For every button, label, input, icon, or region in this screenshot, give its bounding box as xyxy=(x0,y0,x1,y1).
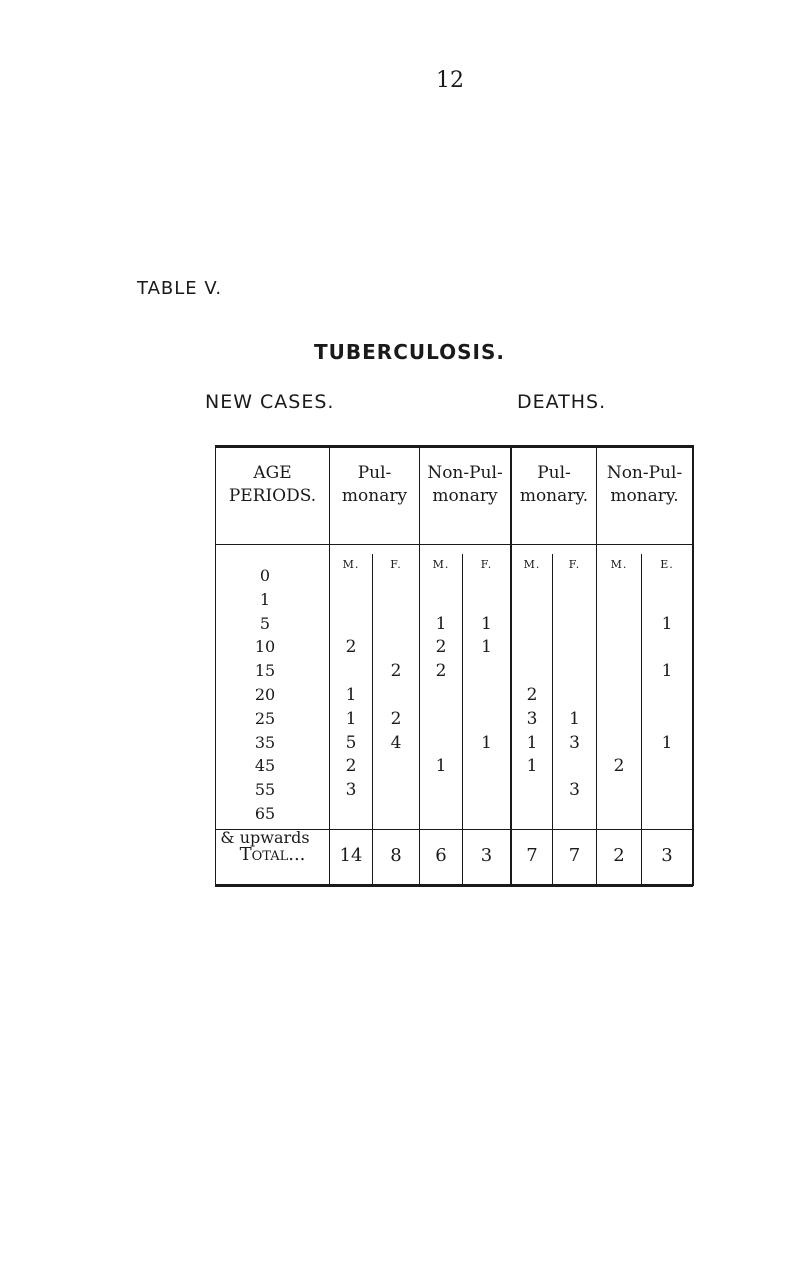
header-rule xyxy=(215,544,693,545)
table-cell: 1 xyxy=(345,685,357,705)
table-cell: 2 xyxy=(613,756,625,776)
table-cell: 1 xyxy=(481,637,492,657)
table-cell: 1 xyxy=(481,733,492,753)
age-period: 65 xyxy=(254,804,276,823)
age-period: 45 xyxy=(254,756,276,775)
total-value: 3 xyxy=(480,845,493,866)
age-period: 20 xyxy=(254,685,276,704)
table-top-rule xyxy=(215,445,693,448)
table-cell: 2 xyxy=(435,637,447,657)
subheader: M. xyxy=(523,558,541,571)
age-period: 35 xyxy=(254,733,276,752)
header-death-pulmonary: Pul- monary. xyxy=(519,463,589,506)
age-period: 15 xyxy=(254,661,276,680)
table-cell: 2 xyxy=(390,661,402,681)
table-label: TABLE V. xyxy=(137,278,223,299)
table-cell: 2 xyxy=(390,709,402,729)
table-cell: 3 xyxy=(569,733,580,753)
age-period: & upwards xyxy=(220,828,310,847)
table-cell: 1 xyxy=(526,756,538,776)
table-cell: 3 xyxy=(526,709,538,729)
col-divider-death-pul xyxy=(596,445,597,886)
table-cell: 1 xyxy=(345,709,357,729)
total-value: 6 xyxy=(435,845,447,866)
table-cell: 4 xyxy=(390,733,402,753)
table-cell: 1 xyxy=(481,614,492,634)
age-period: 0 xyxy=(259,566,271,585)
subheader: F. xyxy=(390,558,402,571)
table-cell: 1 xyxy=(435,614,447,634)
table-cell: 1 xyxy=(569,709,580,729)
table-title: TUBERCULOSIS. xyxy=(314,340,505,364)
total-value: 7 xyxy=(526,845,538,866)
table-cell: 2 xyxy=(526,685,538,705)
table-cell: 2 xyxy=(345,637,357,657)
total-value: 8 xyxy=(390,845,402,866)
col-divider-age xyxy=(329,445,330,886)
table-cell: 3 xyxy=(345,780,357,800)
header-death-non-pulmonary: Non-Pul- monary. xyxy=(606,463,683,506)
table-cell: 1 xyxy=(661,614,673,634)
section-deaths: DEATHS. xyxy=(517,391,607,413)
subheader: M. xyxy=(342,558,360,571)
table-cell: 3 xyxy=(569,780,580,800)
total-value: 3 xyxy=(661,845,673,866)
header-new-pulmonary: Pul- monary xyxy=(341,463,408,506)
subheader: M. xyxy=(610,558,628,571)
total-value: 7 xyxy=(568,845,581,866)
age-period: 10 xyxy=(254,637,276,656)
col-divider-new-nonpul xyxy=(510,445,512,886)
table-right-border xyxy=(692,445,694,886)
table-cell: 1 xyxy=(661,661,673,681)
total-value: 2 xyxy=(613,845,625,866)
subheader: M. xyxy=(432,558,450,571)
total-label: Total... xyxy=(239,844,306,865)
subheader: F. xyxy=(480,558,493,571)
total-value: 14 xyxy=(339,845,363,866)
sub-divider-2 xyxy=(462,554,463,886)
age-period: 25 xyxy=(254,709,276,728)
table-cell: 1 xyxy=(526,733,538,753)
table-cell: 5 xyxy=(345,733,357,753)
sub-divider-4 xyxy=(641,554,642,886)
age-period: 1 xyxy=(259,590,271,609)
section-new-cases: NEW CASES. xyxy=(205,391,335,413)
header-new-non-pulmonary: Non-Pul- monary xyxy=(427,463,503,506)
subheader: E. xyxy=(660,558,674,571)
table-cell: 1 xyxy=(661,733,673,753)
age-period: 55 xyxy=(254,780,276,799)
table-cell: 2 xyxy=(435,661,447,681)
age-period: 5 xyxy=(259,614,271,633)
table-cell: 2 xyxy=(345,756,357,776)
header-age: AGE PERIODS. xyxy=(228,463,317,506)
page-number: 12 xyxy=(436,68,464,93)
table-cell: 1 xyxy=(435,756,447,776)
table-bottom-rule xyxy=(215,884,693,887)
subheader: F. xyxy=(568,558,581,571)
